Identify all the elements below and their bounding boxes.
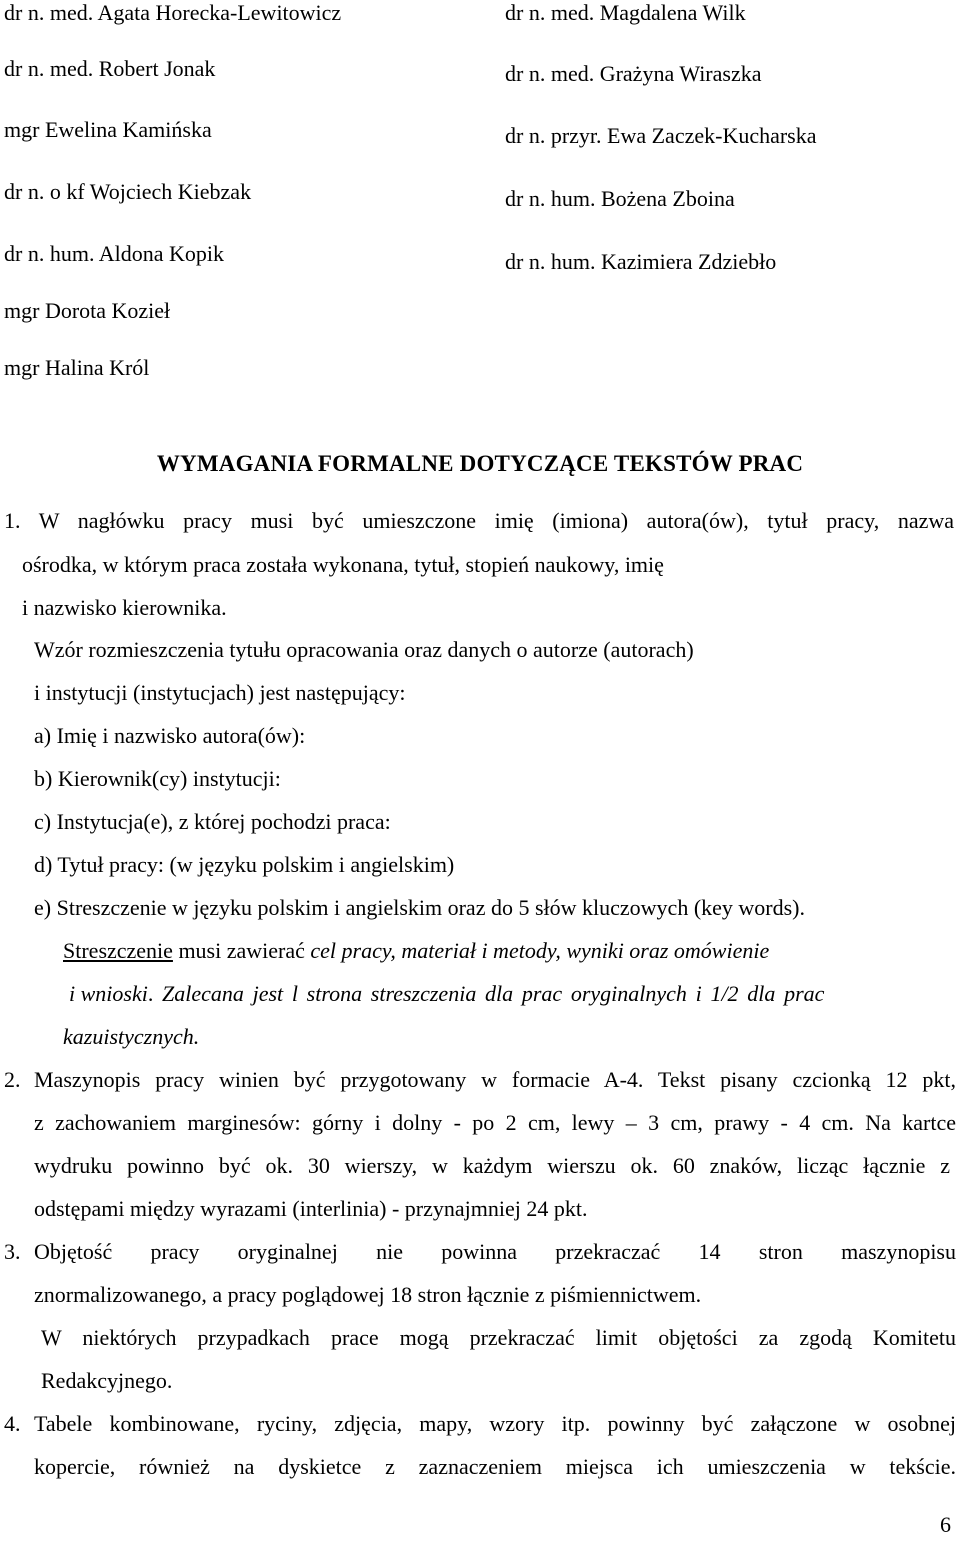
p2-number: 2. [4,1067,21,1092]
page-number: 6 [940,1512,951,1537]
p2-line-4: odstępami między wyrazami (interlinia) - przynajmniej 24 pkt. [34,1196,588,1221]
abstract-label: Streszczenie [63,938,173,963]
abstract-italic-2: i wnioski [69,981,148,1006]
p1-line-2: ośrodka, w którym praca została wykonana, tytuł, stopień naukowy, imię [22,552,664,577]
abstract-dot: . [147,981,154,1006]
p3-number: 3. [4,1239,21,1264]
author-right-4: dr n. hum. Bożena Zboina [505,186,735,211]
p1-wzor-line-1: Wzór rozmieszczenia tytułu opracowania oraz danych o autorze (autorach) [34,637,694,662]
p4-line-1: Tabele kombinowane, ryciny, zdjęcia, mapy, wzory itp. powinny być załączone w osobnej [34,1411,956,1436]
author-right-1: dr n. med. Magdalena Wilk [505,0,746,25]
section-heading: WYMAGANIA FORMALNE DOTYCZĄCE TEKSTÓW PRAC [156,451,804,476]
p3-line-1: Objętość pracy oryginalnej nie powinna przekraczać 14 stron maszynopisu [34,1239,956,1264]
author-left-2: dr n. med. Robert Jonak [4,56,216,81]
author-left-1: dr n. med. Agata Horecka-Lewitowicz [4,0,342,25]
abstract-text: musi zawierać [172,938,311,963]
list-item-c: c) Instytucja(e), z której pochodzi praca: [34,809,391,834]
author-left-5: dr n. hum. Aldona Kopik [4,241,224,266]
author-left-4: dr n. o kf Wojciech Kiebzak [4,179,252,204]
p2-line-1: Maszynopis pracy winien być przygotowany w formacie A-4. Tekst pisany czcionką 12 pkt, [34,1067,956,1092]
abstract-line-1 [63,938,769,964]
abstract-line-2 [69,981,955,1007]
author-left-7: mgr Halina Król [4,355,150,380]
author-right-5: dr n. hum. Kazimiera Zdziebło [505,249,777,274]
author-left-3: mgr Ewelina Kamińska [4,117,212,142]
abstract-line-3: kazuistycznych. [63,1024,200,1049]
abstract-italic-3: Zalecana jest l strona streszczenia dla prac oryginalnych i 1/2 dla prac [153,981,825,1006]
p3-line-2: znormalizowanego, a pracy poglądowej 18 stron łącznie z piśmiennictwem. [34,1282,702,1307]
p2-line-2: z zachowaniem marginesów: górny i dolny - po 2 cm, lewy – 3 cm, prawy - 4 cm. Na kartce [34,1110,956,1135]
p4-number: 4. [4,1411,21,1436]
list-item-e: e) Streszczenie w języku polskim i angielskim oraz do 5 słów kluczowych (key words). [34,895,806,920]
p1-line-1: 1. W nagłówku pracy musi być umieszczone imię (imiona) autora(ów), tytuł pracy, nazwa [4,508,954,533]
author-right-2: dr n. med. Grażyna Wiraszka [505,61,762,86]
p2-line-3: wydruku powinno być ok. 30 wierszy, w każdym wierszu ok. 60 znaków, licząc łącznie z [34,1153,950,1178]
p1-line-3: i nazwisko kierownika. [22,595,227,620]
author-left-6: mgr Dorota Kozieł [4,298,171,323]
p1-wzor-line-2: i instytucji (instytucjach) jest następujący: [34,680,406,705]
abstract-italic-1: cel pracy, materiał i metody, wyniki oraz omówienie [310,938,770,963]
p3-line-4: Redakcyjnego. [41,1368,173,1393]
author-right-3: dr n. przyr. Ewa Zaczek-Kucharska [505,123,817,148]
p4-line-2: kopercie, również na dyskietce z zaznaczeniem miejsca ich umieszczenia w tekście. [34,1454,956,1479]
list-item-a: a) Imię i nazwisko autora(ów): [34,723,306,748]
list-item-b: b) Kierownik(cy) instytucji: [34,766,281,791]
p3-line-3: W niektórych przypadkach prace mogą przekraczać limit objętości za zgodą Komitetu [41,1325,956,1350]
list-item-d: d) Tytuł pracy: (w języku polskim i angielskim) [34,852,455,877]
